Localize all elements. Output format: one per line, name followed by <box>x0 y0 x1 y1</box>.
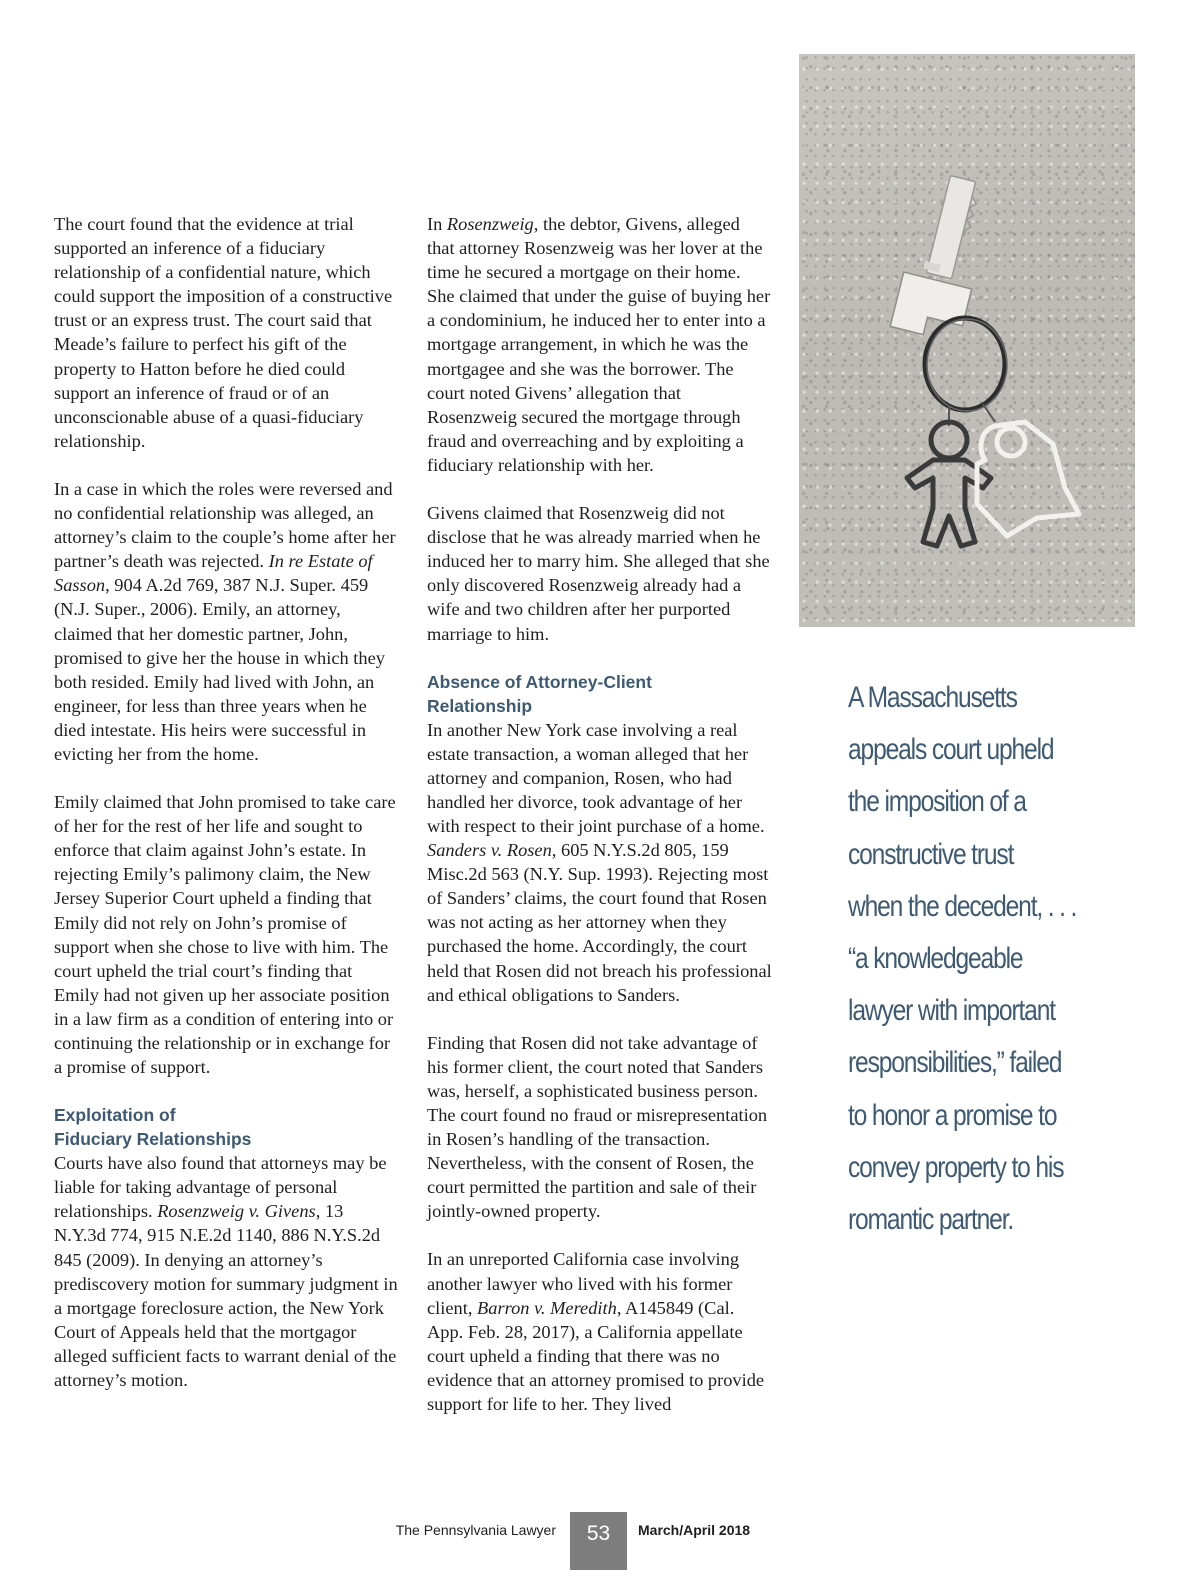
article-column-left <box>54 212 399 1416</box>
section-heading: Absence of Attorney-Client Relationship <box>427 671 652 716</box>
pull-quote-line: A Massachusetts <box>848 681 1017 714</box>
pull-quote-line: responsibilities,” failed <box>848 1046 1062 1080</box>
case-citation: Barron v. Meredith <box>477 1297 617 1318</box>
article-column-middle <box>427 212 772 1440</box>
pull-quote <box>848 672 1094 1246</box>
pull-quote-line: convey property to his <box>848 1150 1064 1184</box>
keys-keychain-icon <box>799 54 1135 627</box>
paragraph: In another New York case involving a real estate transaction, a woman alleged that her attorney and companion, Rosen, who had handled her divorce, took advantage of her with respect to their joint purchase of a home. Sanders v. Rosen, 605 N.Y.S.2d 805, 159 Misc.2d 563 (N.Y. Sup. 1993). Rejecting most of Sanders’ claims, the court found that Rosen was not acting as her attorney when they purchased the home. Accordingly, the court held that Rosen did not breach his professional and ethical obligations to Sanders. <box>427 719 772 1005</box>
keychain-photo <box>799 54 1135 627</box>
pull-quote-line: “a knowledgeable <box>848 942 1023 976</box>
paragraph: Courts have also found that attorneys may be liable for taking advantage of personal relationships. Rosenzweig v. Givens, 13 N.Y.3d 774, 915 N.E.2d 1140, 886 N.Y.S.2d 845 (2009). In denying an attorney’s prediscovery motion for summary judgment in a mortgage foreclosure action, the New York Court of Appeals held that the mortgagor alleged sufficient facts to warrant denial of the attorney’s motion. <box>54 1153 398 1391</box>
pull-quote-line: constructive trust <box>848 837 1014 871</box>
pull-quote-line: the imposition of a <box>848 785 1026 819</box>
pull-quote-line: romantic partner. <box>848 1203 1014 1237</box>
footer-issue: March/April 2018 <box>638 1522 751 1538</box>
case-citation: Rosenzweig <box>446 214 534 234</box>
paragraph: Emily claimed that John promised to take care of her for the rest of her life and sought to enforce that claim against John’s estate. In rejecting Emily’s palimony claim, the New Jersey Superior Court upheld a finding that Emily did not rely on John’s promise of support when she chose to live with him. The court upheld the trial court’s finding that Emily had not given up her associate position in a law firm as a condition of entering into or continuing the relationship or in exchange for a promise of support. <box>54 792 396 1078</box>
paragraph: Givens claimed that Rosenzweig did not disclose that he was already married when he induced her to marry him. She alleged that she only discovered Rosenzweig already had a wife and two children after her purported marriage to him. <box>427 503 770 644</box>
paragraph: In an unreported California case involving another lawyer who lived with his former client, Barron v. Meredith, A145849 (Cal. App. Feb. 28, 2017), a California appellate court upheld a finding that there was no evidence that an attorney promised to provide support for life to her. They lived <box>427 1249 765 1415</box>
paragraph: In Rosenzweig, the debtor, Givens, alleged that attorney Rosenzweig was her lover at the time he secured a mortgage on their home. She claimed that under the guise of buying her a condominium, he induced her to enter into a mortgage arrangement, in which he was the mortgagee and she was the borrower. The court noted Givens’ allegation that Rosenzweig secured the mortgage through fraud and overreaching and by exploiting a fiduciary relationship with her. <box>427 214 771 475</box>
case-citation: Rosenzweig v. Givens <box>157 1201 316 1222</box>
pull-quote-line: lawyer with important <box>848 994 1055 1028</box>
pull-quote-line: when the decedent, . . . <box>848 889 1077 923</box>
paragraph: In a case in which the roles were reversed and no confidential relationship was alleged, an attorney’s claim to the couple’s home after her partner’s death was rejected. In re Estate of Sasson, 904 A.2d 769, 387 N.J. Super. 459 (N.J. Super., 2006). Emily, an attorney, claimed that her domestic partner, John, promised to give her the house in which they both resided. Emily had lived with John, an engineer, for less than three years when he died intestate. His heirs were successful in evicting her from the home. <box>54 478 396 764</box>
case-citation: Sanders v. Rosen <box>427 840 552 861</box>
case-citation: In re Estate of Sasson <box>54 551 373 596</box>
page-number: 53 <box>570 1512 627 1570</box>
footer-publication: The Pennsylvania Lawyer <box>395 1522 556 1538</box>
section-heading: Exploitation of Fiduciary Relationships <box>54 1105 252 1150</box>
pull-quote-line: to honor a promise to <box>848 1098 1057 1132</box>
paragraph: Finding that Rosen did not take advantage of his former client, the court noted that Sanders was, herself, a sophisticated business person. The court found no fraud or misrepresentation in Rosen’s handling of the transaction. Nevertheless, with the consent of Rosen, the court permitted the partition and sale of their jointly-owned property. <box>427 1032 768 1222</box>
pull-quote-line: appeals court upheld <box>848 733 1054 767</box>
paragraph: The court found that the evidence at trial supported an inference of a fiduciary relationship of a confidential nature, which could support the imposition of a constructive trust or an express trust. The court said that Meade’s failure to perfect his gift of the property to Hatton before he died could support an inference of fraud or of an unconscionable abuse of a quasi-fiduciary relationship. <box>54 214 393 451</box>
